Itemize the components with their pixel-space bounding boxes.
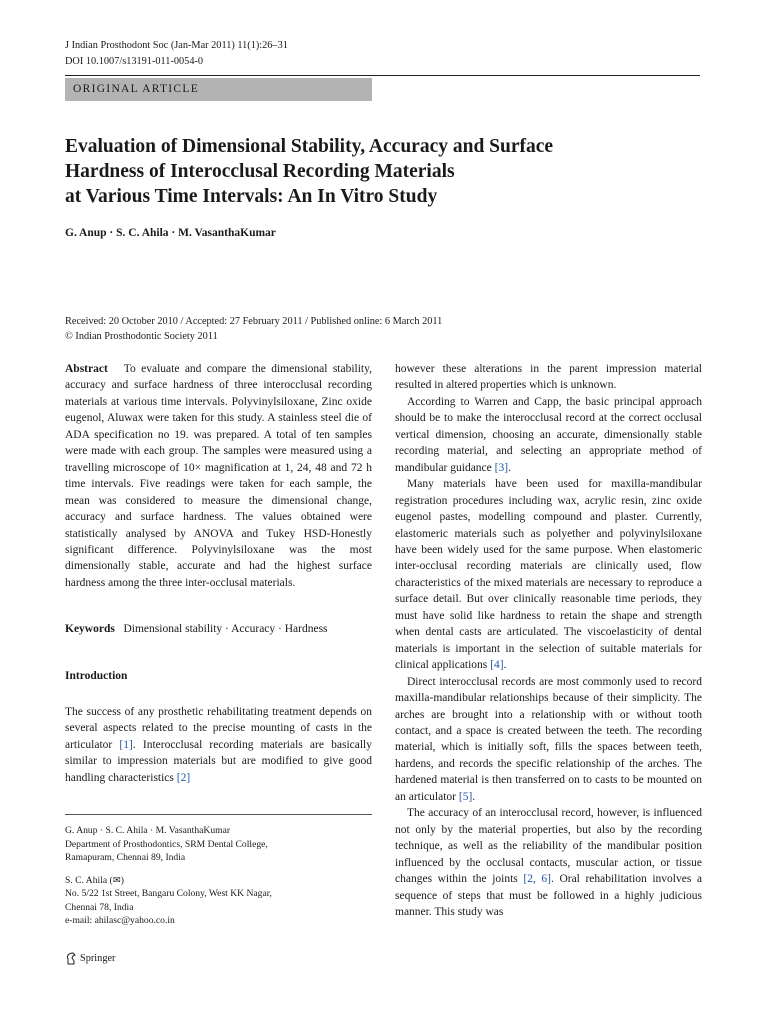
citation-link[interactable]: [3] (494, 461, 509, 474)
paragraph-text: The success of any prosthetic rehabilitating treatment depends on several aspects related to the precise mounting of casts in the articulator (65, 706, 372, 751)
doi[interactable]: DOI 10.1007/s13191-011-0054-0 (65, 55, 204, 67)
address-line: Chennai 78, India (65, 901, 134, 913)
affiliations (65, 824, 372, 937)
paragraph: According to Warren and Capp, the basic principal approach should be to make the interocclusal record at the correct occlusal vertical dimension, choosing an accurate, dimensionally stable recording material, and selecting an appropriate method of mandibular guidance [3]. (395, 395, 702, 474)
affiliation-block (65, 824, 372, 865)
copyright: © Indian Prosthodontic Society 2011 (65, 331, 218, 342)
citation-link[interactable]: [2, 6] (523, 873, 551, 886)
title-line: Hardness of Interocclusal Recording Materials (65, 161, 455, 182)
paragraph: Direct interocclusal records are most commonly used to record maxilla-mandibular relationships because of their simplicity. The arches are brought into a relationship with or without tooth contact, and a space is created between the teeth. The recording material, which is initially soft, fills the spaces between teeth, hardens, and records the specific relationship of the arches. The hardened material is then transferred on to casts to be mounted on an articulator [5]. (395, 675, 702, 803)
header-rule (65, 75, 700, 76)
springer-horse-icon (65, 952, 77, 965)
address-line: No. 5/22 1st Street, Bangaru Colony, West KK Nagar, (65, 888, 272, 899)
authors: G. Anup · S. C. Ahila · M. VasanthaKumar (65, 227, 276, 239)
affiliation-city: Ramapuram, Chennai 89, India (65, 852, 186, 863)
publisher-name: Springer (80, 953, 116, 964)
citation-link[interactable]: [2] (176, 771, 191, 784)
section-label: ORIGINAL ARTICLE (65, 78, 372, 101)
paragraph (395, 805, 702, 920)
keywords (65, 621, 372, 637)
article-history (65, 314, 442, 344)
email-link[interactable]: e-mail: ahilasc@yahoo.co.in (65, 915, 175, 926)
title-line: at Various Time Intervals: An In Vitro Study (65, 186, 438, 207)
affiliation-dept: Department of Prosthodontics, SRM Dental College, (65, 838, 268, 850)
keywords-label: Keywords (65, 623, 115, 635)
paragraph-text: The accuracy of an interocclusal record, however, is influenced not only by the material properties, but also by the recording technique, as well as the reliability of the mandibular position influenced by the occlusal contacts, muscular action, or tissue changes within the joints (395, 807, 702, 886)
paragraph (395, 361, 702, 394)
introduction-heading: Introduction (65, 670, 128, 682)
footnote-rule (65, 814, 372, 815)
abstract (65, 361, 372, 591)
citation-link[interactable]: [5] (458, 790, 473, 803)
abstract-text: To evaluate and compare the dimensional stability, accuracy and surface hardness of three interocclusal recording materials at various time intervals. Polyvinylsiloxane, Zinc oxide eugenol, Aluwax were taken for this study. A stainless steel die of ADA specification no 19. was prepared. A total of ten samples were made with each group. The samples were measured using a travelling microscope of 10× magnification at 1, 24, 48 and 72 h time intervals. Five readings were taken for each sample, the mean was considered to measure the dimensional change, accuracy and surface hardness. The values obtained were statistically analysed by ANOVA and Tukey HSD-Honestly significant difference. Polyvinylsiloxane was the most dimensionally stable, accurate and had the highest surface hardness among the three inter-occlusal materials. (65, 363, 373, 589)
affiliation-authors: G. Anup · S. C. Ahila · M. VasanthaKumar (65, 825, 231, 836)
correspondence-block (65, 874, 372, 928)
paragraph-text: . Oral rehabilitation involves a sequence of steps that must be followed in a highly judicious manner. This study was (395, 873, 702, 918)
paragraph-text: Many materials have been used for maxilla-mandibular registration procedures including wax, acrylic resin, zinc oxide eugenol pastes, modelling compound and plaster. Currently, elastomeric materials such as polyether and polyvinylsiloxane have been widely used for the same purpose. When elastomeric inter-occlusal recording materials are clinically used, flow characteristics of the mixed materials are necessary to reproduce a surface detail. But over clinically reasonable time periods, they must have solid like hardness to retain the shape and strength when dental casts are articulated. The viscoelasticity of dental materials is important in the selection of suitable materials for clinical applications (395, 478, 702, 672)
paragraph-text: . Interocclusal recording materials are basically similar to impression materials but are modified to give good handling characteristics (65, 738, 372, 784)
paragraph-text: According to Warren and Capp, the basic principal approach should be to make the interocclusal record at the correct occlusal vertical dimension, choosing an accurate, dimensionally stable recording material, and selecting an appropriate method of mandibular guidance (395, 395, 702, 474)
introduction-body (65, 704, 372, 786)
history-dates: Received: 20 October 2010 / Accepted: 27 February 2011 / Published online: 6 March 2011 (65, 316, 443, 327)
paragraph: Many materials have been used for maxilla-mandibular registration procedures including wax, acrylic resin, zinc oxide eugenol pastes, modelling compound and plaster. Currently, elastomeric materials such as polyether and polyvinylsiloxane have been widely used for the same purpose. When elastomeric inter-occlusal recording materials are clinically used, flow characteristics of the mixed materials are necessary to reproduce a surface detail. But over clinically reasonable time periods, they must have solid like hardness to retain the shape and strength when dental casts are articulated. The viscoelasticity of dental materials is important in the selection of suitable materials for clinical applications [4]. (395, 478, 702, 672)
paragraph-text: however these alterations in the parent impression material resulted in altered properties which is unknown. (395, 363, 702, 392)
publisher-footer (65, 952, 115, 965)
journal-citation: J Indian Prosthodont Soc (Jan-Mar 2011) 11(1):26–31 (65, 40, 288, 51)
keywords-text: Dimensional stability · Accuracy · Hardness (123, 623, 328, 635)
right-column (395, 361, 702, 920)
abstract-label: Abstract (65, 363, 108, 375)
paragraph-text: Direct interocclusal records are most commonly used to record maxilla-mandibular relationships because of their simplicity. The arches are brought into a relationship with or without tooth contact, and a space is created between the teeth. The recording material, which is initially soft, fills the spaces between teeth, hardens, and records the specific relationship of the arches. The hardened material is then transferred on to casts to be mounted on an articulator (395, 675, 702, 803)
title-line: Evaluation of Dimensional Stability, Accuracy and Surface (65, 136, 554, 157)
citation-link[interactable]: [4] (490, 659, 504, 672)
citation-link[interactable]: [1] (119, 738, 133, 751)
corresponding-author: S. C. Ahila (✉) (65, 874, 124, 886)
journal-header (65, 38, 288, 69)
article-title (65, 134, 705, 209)
